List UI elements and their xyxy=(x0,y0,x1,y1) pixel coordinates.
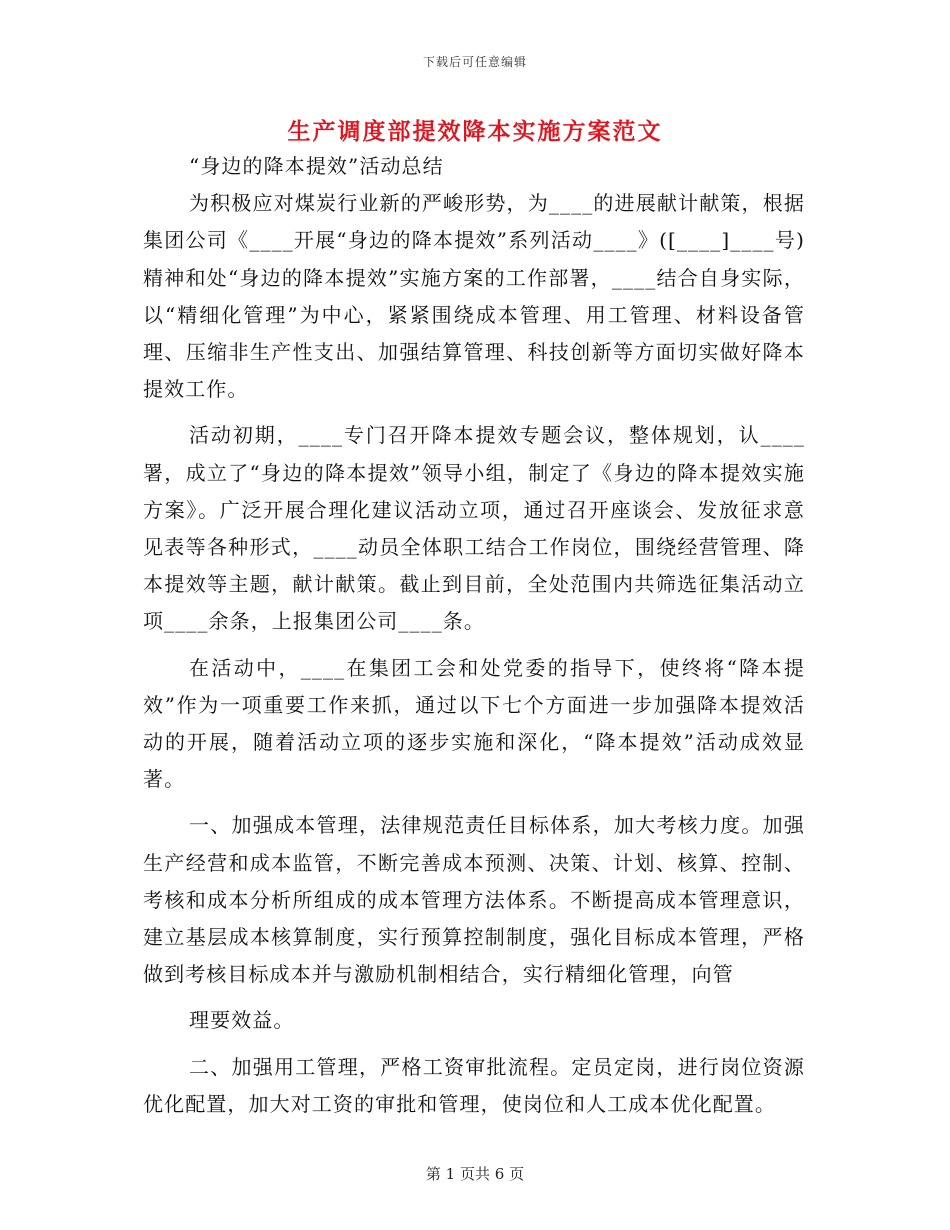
document-title: 生产调度部提效降本实施方案范文 xyxy=(287,119,663,145)
paragraph-initial-phase: 活动初期，____专门召开降本提效专题会议，整体规划，认____署，成立了“身边的降本提效”领导小组，制定了《身边的降本提效实施方案》。广泛开展合理化建议活动立项，通过召开座谈会、发放征求意见表等各种形式，____动员全体职工结合工作岗位，围绕经营管理、降本提效等主题，献计献策。截止到目前，全处范围内共筛选征集活动立项____余条，上报集团公司____条。 xyxy=(143,423,805,634)
paragraph-section-one: 一、加强成本管理，法律规范责任目标体系，加大考核力度。加强生产经营和成本监管，不断完善成本预测、决策、计划、核算、控制、考核和成本分析所组成的成本管理方法体系。不断提高成本管理意识，建立基层成本核算制度，实行预算控制制度，强化目标成本管理，严格做到考核目标成本并与激励机制相结合，实行精细化管理，向管 xyxy=(143,813,805,987)
page-number-footer: 第 1 页共 6 页 xyxy=(425,1165,525,1183)
paragraph-intro: 为积极应对煤炭行业新的严峻形势，为____的进展献计献策，根据集团公司《____开展“身边的降本提效”系列活动____》([____]____号)精神和处“身边的降本提效”实施方案的工作部署，____结合自身实际，以“精细化管理”为中心，紧紧围绕成本管理、用工管理、材料设备管理、压缩非生产性支出、加强结算管理、科技创新等方面切实做好降本提效工作。 xyxy=(143,191,805,402)
document-body xyxy=(143,148,805,1123)
page-header-note: 下载后可任意编辑 xyxy=(422,55,527,69)
paragraph-section-one-continued: 理要效益。 xyxy=(189,1008,295,1033)
paragraph-activity: 在活动中，____在集团工会和处党委的指导下，使终将“降本提效”作为一项重要工作来抓，通过以下七个方面进一步加强降本提效活动的开展，随着活动立项的逐步实施和深化，“降本提效”活动成效显著。 xyxy=(143,655,805,792)
paragraph-subtitle: “身边的降本提效”活动总结 xyxy=(189,154,444,178)
paragraph-section-two: 二、加强用工管理，严格工资审批流程。定员定岗，进行岗位资源优化配置，加大对工资的审批和管理，使岗位和人工成本优化配置。 xyxy=(143,1054,805,1116)
